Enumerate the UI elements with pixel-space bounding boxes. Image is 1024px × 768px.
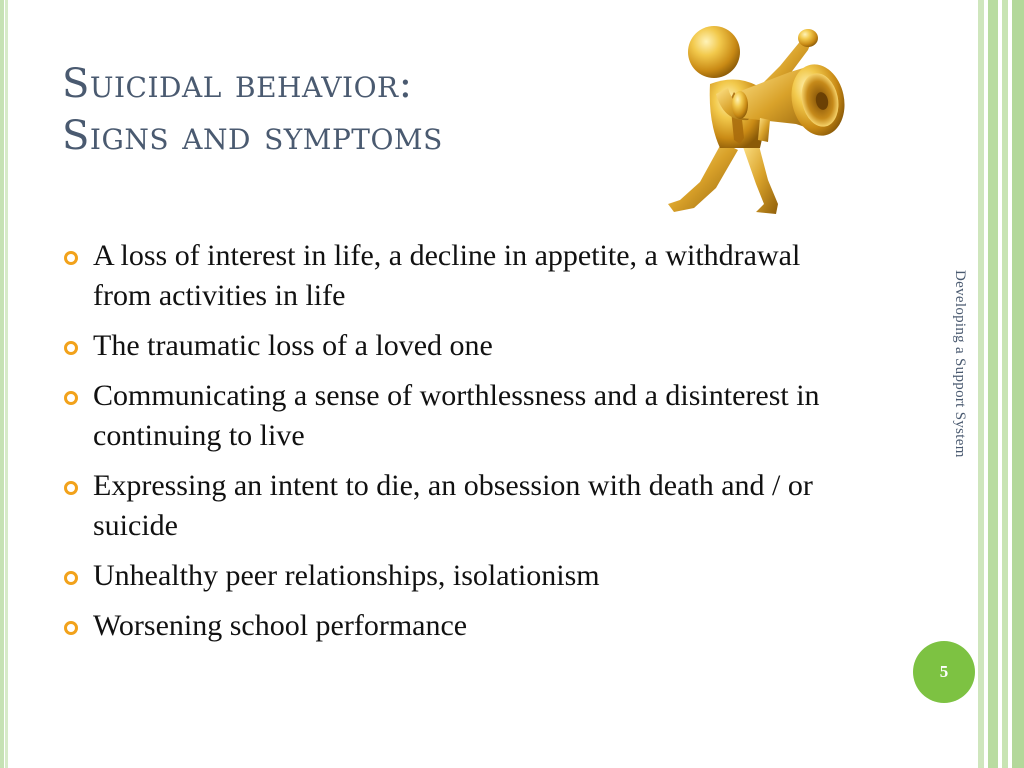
gold-figure-megaphone-icon [660, 22, 855, 222]
side-label: Developing a Support System [952, 270, 968, 458]
right-stripe-decoration [978, 0, 1024, 768]
bullet-ring-icon [64, 481, 78, 495]
page-number-badge [913, 641, 975, 703]
list-item [62, 556, 862, 596]
bullet-ring-icon [64, 251, 78, 265]
bullet-ring-icon [64, 391, 78, 405]
bullet-list [62, 236, 862, 656]
left-border-decoration [0, 0, 8, 768]
title-line-2: Signs and symptoms [62, 113, 443, 159]
bullet-text: Expressing an intent to die, an obsession with death and / or suicide [93, 469, 813, 542]
bullet-ring-icon [64, 621, 78, 635]
title-line-1: Suicidal behavior: [62, 61, 413, 107]
page-number: 5 [939, 662, 949, 681]
bullet-ring-icon [64, 571, 78, 585]
list-item [62, 376, 862, 456]
list-item [62, 326, 862, 366]
list-item [62, 606, 862, 646]
bullet-text: Communicating a sense of worthlessness and a disinterest in continuing to live [93, 379, 820, 452]
slide-title [62, 58, 443, 162]
bullet-text: The traumatic loss of a loved one [93, 329, 493, 362]
list-item [62, 466, 862, 546]
bullet-ring-icon [64, 341, 78, 355]
bullet-text: A loss of interest in life, a decline in appetite, a withdrawal from activities in life [93, 239, 801, 312]
bullet-text: Unhealthy peer relationships, isolationism [93, 559, 600, 592]
bullet-text: Worsening school performance [93, 609, 468, 642]
list-item [62, 236, 862, 316]
